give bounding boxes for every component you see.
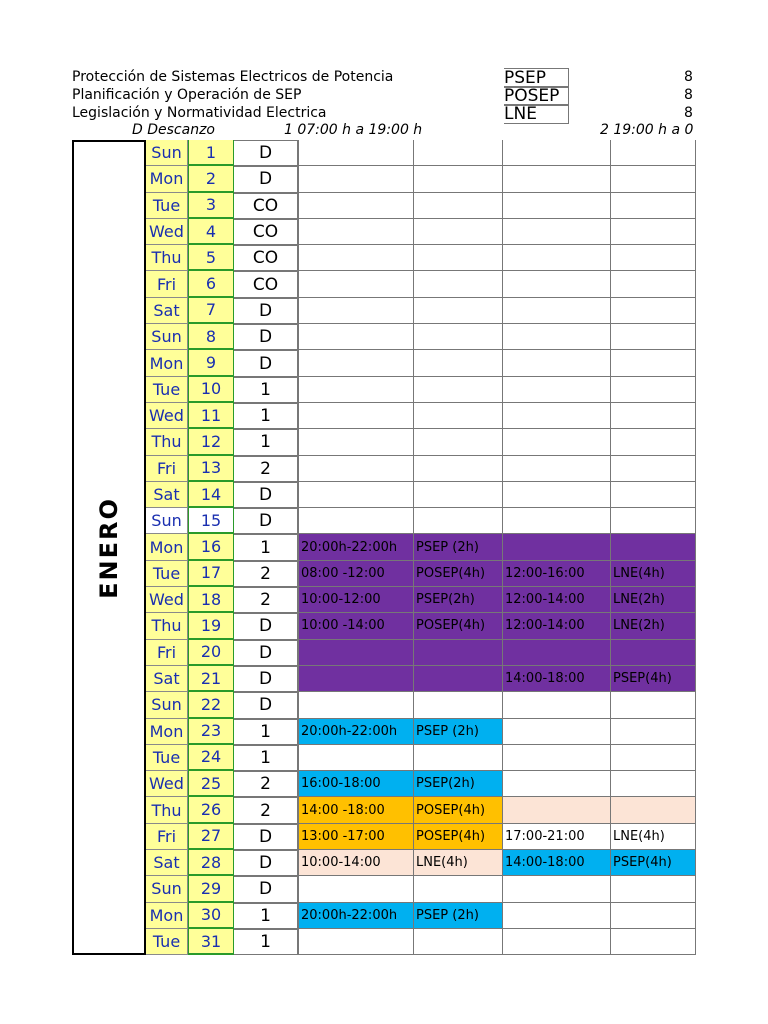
schedule-row bbox=[146, 797, 768, 823]
date-cell[interactable]: 21 bbox=[188, 666, 234, 692]
day-cell[interactable]: Mon bbox=[146, 350, 188, 376]
session-cell[interactable]: LNE(4h) bbox=[611, 824, 696, 850]
day-cell[interactable]: Fri bbox=[146, 824, 188, 850]
day-cell[interactable]: Sun bbox=[146, 876, 188, 902]
session-cell[interactable] bbox=[298, 140, 414, 166]
date-cell[interactable]: 17 bbox=[188, 561, 234, 587]
shift-code-cell[interactable]: 1 bbox=[234, 377, 298, 403]
date-cell[interactable]: 29 bbox=[188, 876, 234, 902]
shift-code-cell[interactable]: D bbox=[234, 824, 298, 850]
schedule-row bbox=[146, 245, 768, 271]
schedule-row bbox=[146, 377, 768, 403]
schedule-row bbox=[146, 824, 768, 850]
subject-name: Planificación y Operación de SEP bbox=[72, 87, 302, 103]
shift-code-cell[interactable]: D bbox=[234, 666, 298, 692]
session-cell[interactable] bbox=[503, 298, 611, 324]
day-cell[interactable]: Thu bbox=[146, 797, 188, 823]
date-cell[interactable]: 18 bbox=[188, 587, 234, 613]
session-cell[interactable] bbox=[611, 429, 696, 455]
session-cell[interactable] bbox=[298, 508, 414, 534]
legend-shift-2: 2 19:00 h a 0 bbox=[600, 122, 694, 138]
session-cell[interactable]: PSEP(4h) bbox=[611, 666, 696, 692]
date-cell[interactable]: 30 bbox=[188, 903, 234, 929]
session-cell[interactable] bbox=[298, 298, 414, 324]
subject-hours: 8 bbox=[684, 105, 693, 121]
shift-code-cell[interactable]: D bbox=[234, 166, 298, 192]
session-cell[interactable] bbox=[611, 271, 696, 297]
session-cell[interactable] bbox=[611, 377, 696, 403]
session-cell[interactable] bbox=[414, 219, 503, 245]
shift-code-cell[interactable]: D bbox=[234, 298, 298, 324]
session-cell[interactable] bbox=[414, 350, 503, 376]
day-cell[interactable]: Mon bbox=[146, 719, 188, 745]
subject-name: Protección de Sistemas Electricos de Potencia bbox=[72, 69, 394, 85]
session-cell[interactable] bbox=[611, 797, 696, 823]
day-cell[interactable]: Fri bbox=[146, 640, 188, 666]
session-cell[interactable] bbox=[503, 456, 611, 482]
session-cell[interactable]: PSEP (2h) bbox=[414, 534, 503, 560]
day-cell[interactable]: Tue bbox=[146, 561, 188, 587]
shift-code-cell[interactable]: 1 bbox=[234, 534, 298, 560]
shift-code-cell[interactable]: D bbox=[234, 692, 298, 718]
session-cell[interactable] bbox=[503, 929, 611, 955]
date-cell[interactable]: 4 bbox=[188, 219, 234, 245]
session-cell[interactable] bbox=[414, 166, 503, 192]
session-cell[interactable] bbox=[611, 456, 696, 482]
session-cell[interactable] bbox=[611, 640, 696, 666]
date-cell[interactable]: 27 bbox=[188, 824, 234, 850]
schedule-row bbox=[146, 508, 768, 534]
session-cell[interactable] bbox=[503, 508, 611, 534]
day-cell[interactable]: Wed bbox=[146, 403, 188, 429]
day-cell[interactable]: Tue bbox=[146, 745, 188, 771]
session-cell[interactable] bbox=[298, 245, 414, 271]
shift-code-cell[interactable]: 2 bbox=[234, 771, 298, 797]
schedule-row bbox=[146, 876, 768, 902]
session-cell[interactable] bbox=[503, 193, 611, 219]
day-cell[interactable]: Fri bbox=[146, 456, 188, 482]
session-cell[interactable]: LNE(4h) bbox=[414, 850, 503, 876]
shift-code-cell[interactable]: D bbox=[234, 324, 298, 350]
date-cell[interactable]: 14 bbox=[188, 482, 234, 508]
schedule-row bbox=[146, 298, 768, 324]
session-cell[interactable] bbox=[414, 193, 503, 219]
session-cell[interactable] bbox=[503, 771, 611, 797]
shift-code-cell[interactable]: D bbox=[234, 350, 298, 376]
day-cell[interactable]: Tue bbox=[146, 929, 188, 955]
session-cell[interactable] bbox=[298, 219, 414, 245]
shift-code-cell[interactable]: 2 bbox=[234, 797, 298, 823]
session-cell[interactable] bbox=[414, 482, 503, 508]
day-cell[interactable]: Wed bbox=[146, 587, 188, 613]
subject-row bbox=[72, 68, 768, 86]
session-cell[interactable]: 20:00h-22:00h bbox=[298, 719, 414, 745]
session-cell[interactable] bbox=[298, 482, 414, 508]
date-cell[interactable]: 31 bbox=[188, 929, 234, 955]
shift-code-cell[interactable]: 1 bbox=[234, 745, 298, 771]
schedule-row bbox=[146, 219, 768, 245]
session-cell[interactable] bbox=[414, 403, 503, 429]
session-cell[interactable] bbox=[503, 324, 611, 350]
session-cell[interactable]: POSEP(4h) bbox=[414, 561, 503, 587]
shift-code-cell[interactable]: D bbox=[234, 482, 298, 508]
legend-rest: D Descanzo bbox=[132, 122, 215, 138]
day-cell[interactable]: Wed bbox=[146, 771, 188, 797]
schedule-row bbox=[146, 850, 768, 876]
date-cell[interactable]: 24 bbox=[188, 745, 234, 771]
subject-code: PSEP bbox=[504, 68, 569, 88]
session-cell[interactable] bbox=[298, 403, 414, 429]
date-cell[interactable]: 13 bbox=[188, 456, 234, 482]
day-cell[interactable]: Sun bbox=[146, 324, 188, 350]
schedule-row bbox=[146, 692, 768, 718]
session-cell[interactable] bbox=[503, 377, 611, 403]
shift-code-cell[interactable]: 2 bbox=[234, 456, 298, 482]
day-cell[interactable]: Tue bbox=[146, 193, 188, 219]
schedule-row bbox=[146, 403, 768, 429]
session-cell[interactable] bbox=[298, 692, 414, 718]
session-cell[interactable] bbox=[414, 666, 503, 692]
shift-code-cell[interactable]: D bbox=[234, 613, 298, 639]
session-cell[interactable] bbox=[298, 640, 414, 666]
date-cell[interactable]: 7 bbox=[188, 298, 234, 324]
session-cell[interactable]: 12:00-16:00 bbox=[503, 561, 611, 587]
day-cell[interactable]: Fri bbox=[146, 271, 188, 297]
session-cell[interactable] bbox=[414, 140, 503, 166]
shift-code-cell[interactable]: 1 bbox=[234, 403, 298, 429]
session-cell[interactable] bbox=[503, 245, 611, 271]
day-cell[interactable]: Sat bbox=[146, 666, 188, 692]
subject-hours: 8 bbox=[684, 69, 693, 85]
session-cell[interactable]: 10:00-12:00 bbox=[298, 587, 414, 613]
session-cell[interactable] bbox=[298, 745, 414, 771]
session-cell[interactable]: 10:00-14:00 bbox=[298, 850, 414, 876]
schedule-row bbox=[146, 482, 768, 508]
date-cell[interactable]: 19 bbox=[188, 613, 234, 639]
date-cell[interactable]: 8 bbox=[188, 324, 234, 350]
schedule-row bbox=[146, 271, 768, 297]
date-cell[interactable]: 2 bbox=[188, 166, 234, 192]
shift-code-cell[interactable]: D bbox=[234, 850, 298, 876]
session-cell[interactable]: LNE(2h) bbox=[611, 613, 696, 639]
date-cell[interactable]: 16 bbox=[188, 534, 234, 560]
session-cell[interactable]: POSEP(4h) bbox=[414, 613, 503, 639]
session-cell[interactable] bbox=[503, 903, 611, 929]
day-cell[interactable]: Sat bbox=[146, 298, 188, 324]
session-cell[interactable] bbox=[414, 271, 503, 297]
schedule-row bbox=[146, 193, 768, 219]
shift-code-cell[interactable]: 1 bbox=[234, 429, 298, 455]
date-cell[interactable]: 6 bbox=[188, 271, 234, 297]
session-cell[interactable] bbox=[503, 640, 611, 666]
subject-name: Legislación y Normatividad Electrica bbox=[72, 105, 327, 121]
session-cell[interactable] bbox=[611, 876, 696, 902]
session-cell[interactable]: 20:00h-22:00h bbox=[298, 903, 414, 929]
day-cell[interactable]: Thu bbox=[146, 429, 188, 455]
date-cell[interactable]: 26 bbox=[188, 797, 234, 823]
shift-code-cell[interactable]: CO bbox=[234, 245, 298, 271]
day-cell[interactable]: Sat bbox=[146, 850, 188, 876]
session-cell[interactable] bbox=[611, 692, 696, 718]
date-cell[interactable]: 20 bbox=[188, 640, 234, 666]
schedule-row bbox=[146, 929, 768, 955]
session-cell[interactable] bbox=[414, 692, 503, 718]
shift-code-cell[interactable]: CO bbox=[234, 193, 298, 219]
session-cell[interactable]: 08:00 -12:00 bbox=[298, 561, 414, 587]
session-cell[interactable] bbox=[503, 166, 611, 192]
session-cell[interactable] bbox=[611, 482, 696, 508]
session-cell[interactable]: POSEP(4h) bbox=[414, 797, 503, 823]
session-cell[interactable]: PSEP (2h) bbox=[414, 903, 503, 929]
session-cell[interactable] bbox=[503, 745, 611, 771]
subject-code: LNE bbox=[504, 104, 569, 124]
session-cell[interactable] bbox=[503, 719, 611, 745]
session-cell[interactable]: LNE(2h) bbox=[611, 587, 696, 613]
schedule-row bbox=[146, 561, 768, 587]
subject-hours: 8 bbox=[684, 87, 693, 103]
shift-code-cell[interactable]: D bbox=[234, 876, 298, 902]
day-cell[interactable]: Thu bbox=[146, 613, 188, 639]
session-cell[interactable] bbox=[298, 193, 414, 219]
day-cell[interactable]: Sun bbox=[146, 692, 188, 718]
schedule-row bbox=[146, 350, 768, 376]
month-label: ENERO bbox=[95, 496, 124, 599]
session-cell[interactable]: PSEP(4h) bbox=[611, 850, 696, 876]
session-cell[interactable] bbox=[414, 298, 503, 324]
day-cell[interactable]: Mon bbox=[146, 166, 188, 192]
schedule-row bbox=[146, 534, 768, 560]
session-cell[interactable] bbox=[503, 482, 611, 508]
subject-list bbox=[72, 68, 768, 122]
date-cell[interactable]: 1 bbox=[188, 140, 234, 166]
date-cell[interactable]: 25 bbox=[188, 771, 234, 797]
session-cell[interactable]: 12:00-14:00 bbox=[503, 587, 611, 613]
session-cell[interactable] bbox=[414, 508, 503, 534]
day-cell[interactable]: Sun bbox=[146, 508, 188, 534]
month-label-cell bbox=[72, 140, 146, 955]
shift-code-cell[interactable]: 1 bbox=[234, 929, 298, 955]
session-cell[interactable]: PSEP(2h) bbox=[414, 771, 503, 797]
date-cell[interactable]: 3 bbox=[188, 193, 234, 219]
session-cell[interactable] bbox=[611, 771, 696, 797]
day-cell[interactable]: Thu bbox=[146, 245, 188, 271]
session-cell[interactable] bbox=[611, 350, 696, 376]
date-cell[interactable]: 22 bbox=[188, 692, 234, 718]
session-cell[interactable] bbox=[611, 903, 696, 929]
schedule-row bbox=[146, 666, 768, 692]
subject-code: POSEP bbox=[504, 86, 569, 106]
session-cell[interactable] bbox=[611, 140, 696, 166]
day-cell[interactable]: Mon bbox=[146, 903, 188, 929]
session-cell[interactable] bbox=[503, 429, 611, 455]
date-cell[interactable]: 5 bbox=[188, 245, 234, 271]
day-cell[interactable]: Sat bbox=[146, 482, 188, 508]
session-cell[interactable]: 12:00-14:00 bbox=[503, 613, 611, 639]
schedule-row bbox=[146, 771, 768, 797]
session-cell[interactable] bbox=[611, 719, 696, 745]
session-cell[interactable] bbox=[611, 324, 696, 350]
session-cell[interactable] bbox=[298, 876, 414, 902]
date-cell[interactable]: 12 bbox=[188, 429, 234, 455]
session-cell[interactable] bbox=[298, 271, 414, 297]
session-cell[interactable] bbox=[611, 745, 696, 771]
schedule-grid bbox=[146, 140, 768, 955]
session-cell[interactable] bbox=[414, 324, 503, 350]
session-cell[interactable]: 14:00-18:00 bbox=[503, 666, 611, 692]
session-cell[interactable] bbox=[298, 929, 414, 955]
date-cell[interactable]: 28 bbox=[188, 850, 234, 876]
day-cell[interactable]: Tue bbox=[146, 377, 188, 403]
session-cell[interactable] bbox=[298, 429, 414, 455]
subject-row bbox=[72, 86, 768, 104]
session-cell[interactable] bbox=[298, 166, 414, 192]
session-cell[interactable]: 16:00-18:00 bbox=[298, 771, 414, 797]
session-cell[interactable] bbox=[503, 140, 611, 166]
session-cell[interactable] bbox=[503, 876, 611, 902]
session-cell[interactable] bbox=[503, 534, 611, 560]
day-cell[interactable]: Wed bbox=[146, 219, 188, 245]
session-cell[interactable] bbox=[298, 456, 414, 482]
session-cell[interactable] bbox=[298, 377, 414, 403]
shift-code-cell[interactable]: 1 bbox=[234, 719, 298, 745]
session-cell[interactable]: 13:00 -17:00 bbox=[298, 824, 414, 850]
schedule-row bbox=[146, 429, 768, 455]
session-cell[interactable]: LNE(4h) bbox=[611, 561, 696, 587]
session-cell[interactable]: PSEP (2h) bbox=[414, 719, 503, 745]
shift-code-cell[interactable]: D bbox=[234, 640, 298, 666]
session-cell[interactable] bbox=[503, 403, 611, 429]
session-cell[interactable] bbox=[503, 350, 611, 376]
session-cell[interactable]: POSEP(4h) bbox=[414, 824, 503, 850]
session-cell[interactable] bbox=[414, 245, 503, 271]
session-cell[interactable] bbox=[503, 797, 611, 823]
schedule-row bbox=[146, 745, 768, 771]
schedule-row bbox=[146, 140, 768, 166]
session-cell[interactable] bbox=[298, 324, 414, 350]
session-cell[interactable] bbox=[611, 245, 696, 271]
session-cell[interactable] bbox=[298, 666, 414, 692]
session-cell[interactable] bbox=[611, 166, 696, 192]
day-cell[interactable]: Mon bbox=[146, 534, 188, 560]
session-cell[interactable] bbox=[414, 377, 503, 403]
schedule-row bbox=[146, 166, 768, 192]
session-cell[interactable]: 14:00-18:00 bbox=[503, 850, 611, 876]
schedule-row bbox=[146, 640, 768, 666]
session-cell[interactable] bbox=[611, 193, 696, 219]
shift-code-cell[interactable]: 2 bbox=[234, 561, 298, 587]
session-cell[interactable] bbox=[611, 508, 696, 534]
schedule-row bbox=[146, 719, 768, 745]
legend-shift-1: 1 07:00 h a 19:00 h bbox=[284, 122, 423, 138]
schedule-row bbox=[146, 613, 768, 639]
schedule-row bbox=[146, 324, 768, 350]
session-cell[interactable] bbox=[414, 429, 503, 455]
session-cell[interactable] bbox=[611, 929, 696, 955]
session-cell[interactable] bbox=[503, 271, 611, 297]
session-cell[interactable] bbox=[503, 692, 611, 718]
schedule-row bbox=[146, 456, 768, 482]
schedule-row bbox=[146, 587, 768, 613]
shift-code-cell[interactable]: D bbox=[234, 140, 298, 166]
session-cell[interactable]: 17:00-21:00 bbox=[503, 824, 611, 850]
shift-code-cell[interactable]: D bbox=[234, 508, 298, 534]
date-cell[interactable]: 15 bbox=[188, 508, 234, 534]
session-cell[interactable] bbox=[611, 534, 696, 560]
session-cell[interactable] bbox=[414, 929, 503, 955]
subject-row bbox=[72, 104, 768, 122]
shift-code-cell[interactable]: CO bbox=[234, 271, 298, 297]
day-cell[interactable]: Sun bbox=[146, 140, 188, 166]
session-cell[interactable] bbox=[503, 219, 611, 245]
session-cell[interactable] bbox=[414, 456, 503, 482]
shift-code-cell[interactable]: 1 bbox=[234, 903, 298, 929]
shift-code-cell[interactable]: CO bbox=[234, 219, 298, 245]
session-cell[interactable] bbox=[414, 640, 503, 666]
date-cell[interactable]: 23 bbox=[188, 719, 234, 745]
date-cell[interactable]: 9 bbox=[188, 350, 234, 376]
session-cell[interactable] bbox=[298, 350, 414, 376]
session-cell[interactable] bbox=[611, 298, 696, 324]
session-cell[interactable]: PSEP(2h) bbox=[414, 587, 503, 613]
schedule-row bbox=[146, 903, 768, 929]
session-cell[interactable]: 20:00h-22:00h bbox=[298, 534, 414, 560]
date-cell[interactable]: 11 bbox=[188, 403, 234, 429]
session-cell[interactable] bbox=[611, 403, 696, 429]
shift-code-cell[interactable]: 2 bbox=[234, 587, 298, 613]
shift-legend bbox=[72, 121, 768, 139]
session-cell[interactable] bbox=[611, 219, 696, 245]
session-cell[interactable] bbox=[414, 876, 503, 902]
date-cell[interactable]: 10 bbox=[188, 377, 234, 403]
session-cell[interactable]: 10:00 -14:00 bbox=[298, 613, 414, 639]
session-cell[interactable] bbox=[414, 745, 503, 771]
session-cell[interactable]: 14:00 -18:00 bbox=[298, 797, 414, 823]
